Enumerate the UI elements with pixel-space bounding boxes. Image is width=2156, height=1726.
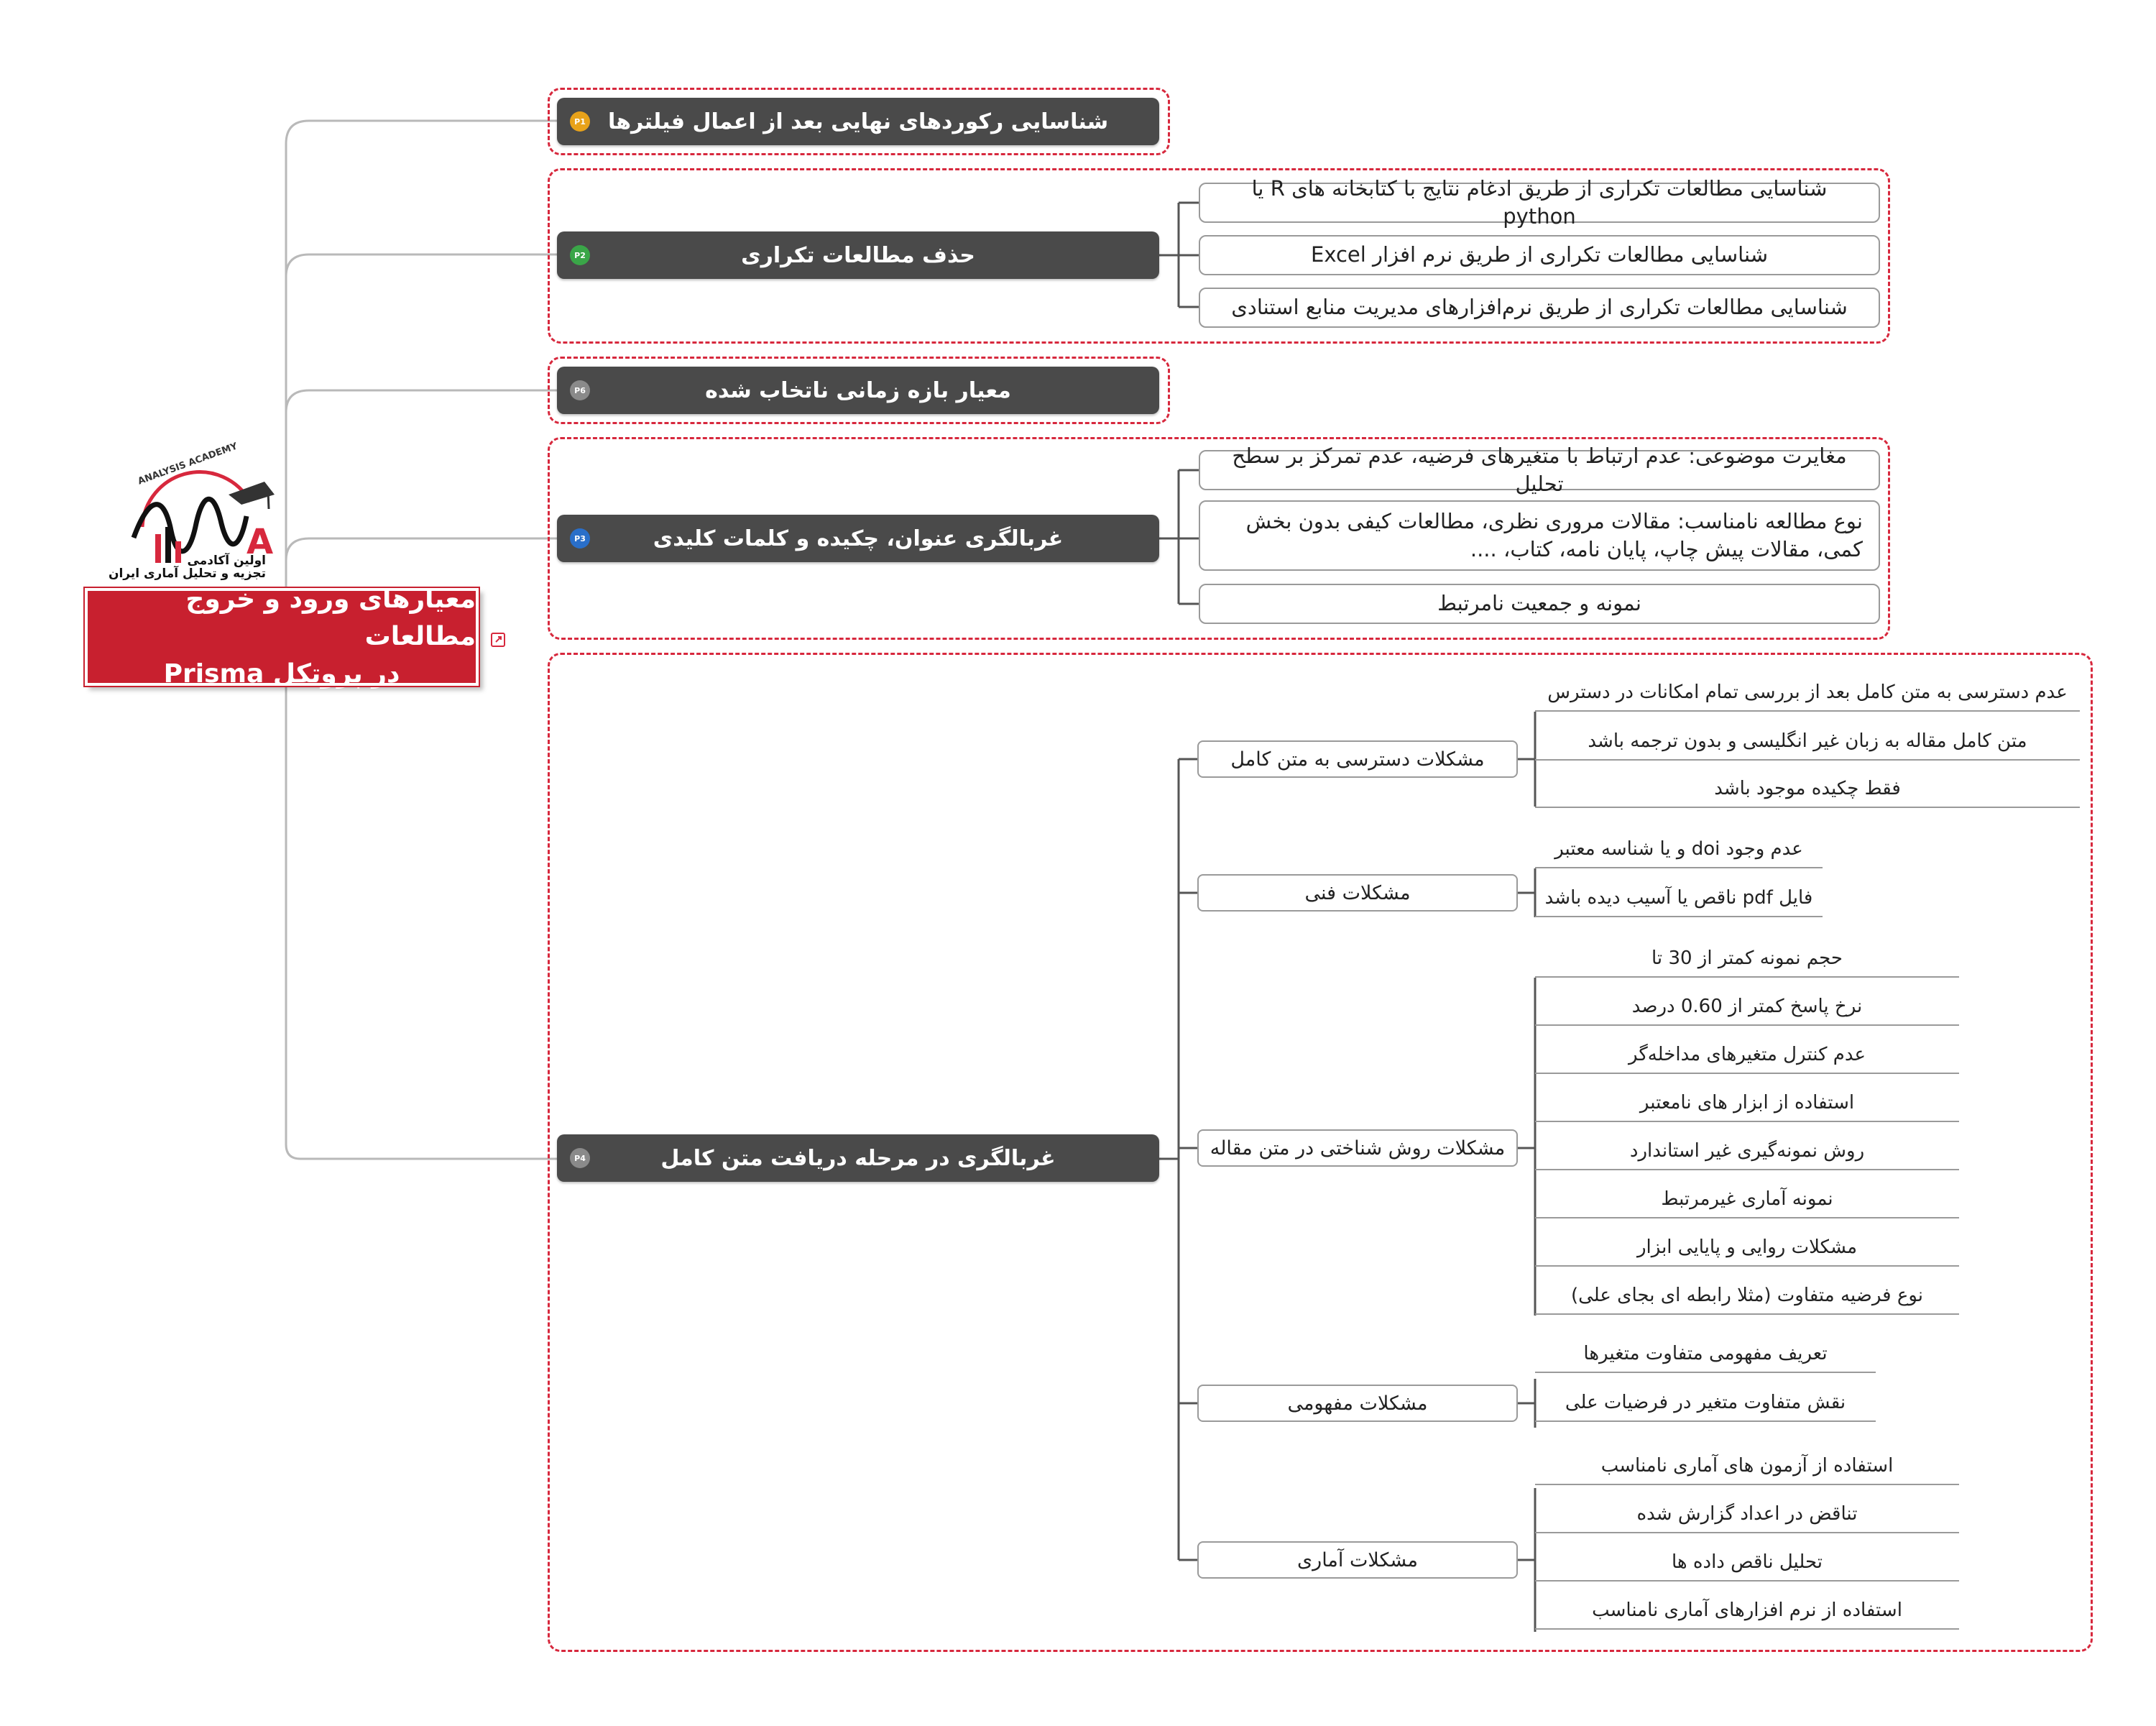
leaf-concept-1[interactable]: [1535, 1330, 1876, 1373]
leaf-label: نوع فرضیه متفاوت (مثلا رابطه ای بجای علی): [1570, 1285, 1924, 1306]
category-label: مشکلات دسترسی به متن کامل: [1230, 748, 1485, 771]
leaf-method-6[interactable]: [1535, 1175, 1959, 1218]
category-methodology[interactable]: [1197, 1129, 1518, 1167]
topic-label: شناسایی رکوردهای نهایی بعد از اعمال فیلترها: [607, 109, 1109, 134]
leaf-label: تحلیل ناقص داده ها: [1671, 1551, 1823, 1573]
topic-p4[interactable]: [557, 1134, 1159, 1182]
leaf-access-3[interactable]: [1535, 766, 2080, 808]
leaf-label: استفاده از ابزار های نامعتبر: [1639, 1092, 1855, 1114]
category-label: مشکلات فنی: [1304, 881, 1411, 904]
central-title-line2: در پروتکل Prisma: [163, 659, 400, 689]
leaf-stat-2[interactable]: [1535, 1490, 1959, 1533]
leaf-label: حجم نمونه کمتر از 30 تا: [1651, 947, 1843, 969]
branch-line-p6: [286, 390, 557, 413]
leaf-method-8[interactable]: [1535, 1272, 1959, 1315]
priority-badge-p1: P1: [570, 111, 590, 132]
priority-badge-p3: P3: [570, 528, 590, 548]
leaf-label: نمونه آماری غیرمرتبط: [1661, 1188, 1833, 1210]
leaf-method-1[interactable]: [1535, 935, 1959, 978]
topic-label: غربالگری عنوان، چکیده و کلمات کلیدی: [653, 525, 1064, 551]
category-label: مشکلات روش شناختی در متن مقاله: [1210, 1137, 1506, 1160]
subtopic-p2-1[interactable]: [1199, 175, 1880, 229]
branch-line-p3: [286, 538, 557, 561]
leaf-label: استفاده از آزمون های آماری نامناسب: [1600, 1455, 1894, 1477]
priority-badge-p4: P4: [570, 1148, 590, 1168]
leaf-label: عدم کنترل متغیرهای مداخله‌گر: [1628, 1044, 1866, 1065]
leaf-label: متن کامل مقاله به زبان غیر انگلیسی و بدون ترجمه باشد: [1588, 730, 2027, 752]
leaf-label: مشکلات روایی و پایایی ابزار: [1636, 1236, 1858, 1258]
leaf-access-2[interactable]: [1535, 719, 2080, 761]
topic-p2[interactable]: [557, 231, 1159, 279]
topic-label: حذف مطالعات تکراری: [741, 242, 975, 268]
category-access[interactable]: [1197, 740, 1518, 778]
topic-label: غربالگری در مرحله دریافت متن کامل: [660, 1145, 1056, 1171]
academy-logo: [108, 441, 279, 581]
leaf-label: فقط چکیده موجود باشد: [1714, 778, 1901, 799]
logo-arc-text: ANALYSIS ACADEMY: [136, 441, 239, 487]
subtopic-p3-2[interactable]: [1199, 500, 1880, 571]
central-title-line1: معیارهای ورود و خروج مطالعات: [185, 584, 476, 651]
topic-p1[interactable]: [557, 98, 1159, 145]
leaf-method-4[interactable]: [1535, 1079, 1959, 1122]
leaf-label: عدم دسترسی به متن کامل بعد از بررسی تمام امکانات در دسترس: [1547, 681, 2068, 703]
topic-label: معیار بازه زمانی ناتخاب شده: [705, 377, 1011, 403]
external-link-icon[interactable]: [491, 633, 505, 647]
topic-p6[interactable]: [557, 367, 1159, 414]
leaf-label: تعریف مفهومی متفاوت متغیرها: [1583, 1343, 1828, 1364]
logo-letter: A: [247, 522, 274, 562]
leaf-method-7[interactable]: [1535, 1224, 1959, 1267]
subtopic-p3-3[interactable]: [1199, 584, 1880, 624]
leaf-label: فایل pdf ناقص یا آسیب دیده باشد: [1544, 887, 1813, 909]
subtopic-label: نوع مطالعه نامناسب: مقالات مروری نظری، مطالعات کیفی بدون بخش کمی، مقالات پیش چاپ، پایان نامه، کتاب، ....: [1245, 508, 1863, 561]
logo-line2: تجزیه و تحلیل آماری ایران: [108, 566, 266, 581]
priority-badge-p6: P6: [570, 380, 590, 400]
leaf-technical-2[interactable]: [1535, 876, 1823, 917]
leaf-concept-2[interactable]: [1535, 1379, 1876, 1422]
leaf-technical-1[interactable]: [1535, 827, 1823, 868]
leaf-stat-1[interactable]: [1535, 1442, 1959, 1485]
subtopic-p2-3[interactable]: [1199, 288, 1880, 328]
category-label: مشکلات آماری: [1297, 1548, 1418, 1571]
leaf-method-3[interactable]: [1535, 1031, 1959, 1074]
leaf-label: نرخ پاسخ کمتر از 0.60 درصد: [1631, 996, 1863, 1017]
leaf-stat-4[interactable]: [1535, 1587, 1959, 1630]
subtopic-label: شناسایی مطالعات تکراری از طریق نرم‌افزارهای مدیریت منابع استنادی: [1231, 295, 1848, 320]
subtopic-p3-1[interactable]: [1199, 443, 1880, 496]
category-label: مشکلات مفهومی: [1287, 1392, 1428, 1415]
leaf-label: عدم وجود doi و یا شناسه معتبر: [1554, 838, 1803, 860]
branch-line-p1: [286, 121, 557, 144]
leaf-method-5[interactable]: [1535, 1127, 1959, 1170]
subtopic-label: شناسایی مطالعات تکراری از طریق نرم افزار Excel: [1311, 242, 1768, 267]
subtopic-label: مغایرت موضوعی: عدم ارتباط با متغیرهای فرضیه، عدم تمرکز بر سطح تحلیل: [1232, 443, 1847, 496]
leaf-label: تناقض در اعداد گزارش شده: [1636, 1503, 1858, 1525]
category-conceptual[interactable]: [1197, 1385, 1518, 1422]
leaf-stat-3[interactable]: [1535, 1538, 1959, 1582]
central-topic[interactable]: [85, 584, 479, 689]
logo-line1: اولین آکادمی: [187, 554, 266, 568]
subtopic-p2-2[interactable]: [1199, 235, 1880, 275]
category-statistical[interactable]: [1197, 1541, 1518, 1579]
subtopic-label: نمونه و جمعیت نامرتبط: [1437, 591, 1641, 616]
leaf-method-2[interactable]: [1535, 983, 1959, 1026]
leaf-label: استفاده از نرم افزارهای آماری نامناسب: [1592, 1599, 1902, 1621]
priority-badge-p2: P2: [570, 245, 590, 265]
category-technical[interactable]: [1197, 874, 1518, 912]
leaf-label: نقش متفاوت متغیر در فرضیات علی: [1565, 1392, 1846, 1413]
topic-p3[interactable]: [557, 515, 1159, 562]
branch-line-p2: [286, 254, 557, 277]
leaf-label: روش نمونه‌گیری غیر استاندارد: [1629, 1140, 1865, 1162]
leaf-access-1[interactable]: [1535, 670, 2080, 712]
subtopic-label: شناسایی مطالعات تکراری از طریق ادغام نتایج با کتابخانه های R یا python: [1251, 175, 1828, 229]
